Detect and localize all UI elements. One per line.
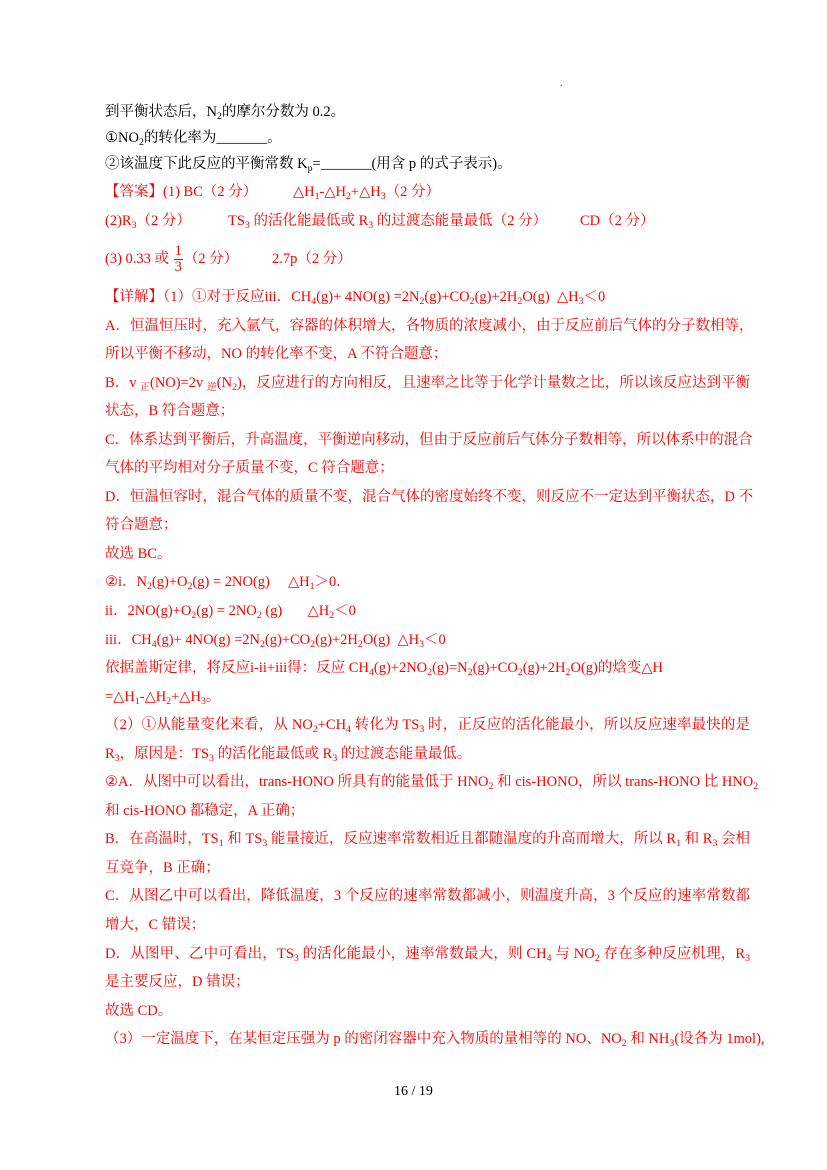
text-run: =_______(用含 p 的式子表示)。 bbox=[312, 156, 512, 172]
subscript: 2 bbox=[312, 724, 318, 736]
text-run: (g)=N bbox=[432, 660, 468, 677]
text-run: +CH bbox=[317, 717, 347, 734]
subscript: 3 bbox=[131, 219, 137, 231]
text-run: 转化为 TS bbox=[350, 717, 420, 734]
text-run: (g)+O bbox=[151, 574, 188, 591]
detail-line bbox=[105, 825, 750, 854]
text-run: 的活化能最低或 R bbox=[249, 213, 369, 229]
text-run: D．从图甲、乙中可看出，TS bbox=[105, 945, 294, 962]
subscript: 2 bbox=[427, 667, 433, 679]
detail-line bbox=[105, 568, 805, 597]
text-run: -△H bbox=[139, 688, 167, 705]
detail-line: C．体系达到平衡后，升高温度，平衡逆向移动，但由于反应前后气体分子数相等，所以体系中的混合 bbox=[105, 431, 753, 448]
text-run: （2 分） bbox=[183, 251, 239, 267]
text-run: 2.7p（2 分） bbox=[272, 251, 352, 267]
answer-block bbox=[105, 178, 805, 282]
fraction bbox=[174, 244, 183, 275]
subscript: 3 bbox=[419, 638, 424, 650]
subscript: 4 bbox=[346, 724, 351, 736]
subscript: 2 bbox=[488, 781, 494, 793]
subscript: 2 bbox=[191, 609, 197, 621]
text-run: 【详解】（1）①对于反应iii．CH bbox=[105, 289, 312, 305]
text-run: ＜0 bbox=[334, 603, 356, 620]
text-run: TS bbox=[228, 213, 245, 229]
subscript: 4 bbox=[311, 295, 317, 307]
detail-line: 状态，B 符合题意； bbox=[105, 403, 235, 420]
subscript: 2 bbox=[232, 381, 238, 393]
subscript: 3 bbox=[669, 1038, 675, 1050]
text-run: B．v bbox=[105, 374, 141, 391]
subscript: 2 bbox=[594, 952, 600, 964]
page-number: 16 / 19 bbox=[394, 1084, 433, 1099]
text-run: 到平衡状态后，N bbox=[105, 104, 217, 120]
text-run: (3) 0.33 或 bbox=[105, 251, 173, 267]
detail-line bbox=[105, 711, 750, 740]
text-run: (g)+CO bbox=[264, 631, 311, 648]
text-run: )，反应进行的方向相反，且速率之比等于化学计量数之比，所以该反应达到平衡 bbox=[237, 374, 750, 391]
text-run: (N bbox=[216, 374, 233, 391]
text-run: -△H bbox=[319, 184, 346, 200]
text-run: 和 TS bbox=[223, 831, 263, 848]
subscript: 3 bbox=[368, 219, 374, 231]
subscript: 2 bbox=[260, 638, 265, 650]
text-run: 的过渡态能量最低（2 分） bbox=[373, 213, 548, 229]
text-run: 和 R bbox=[680, 831, 713, 848]
subscript: 3 bbox=[200, 695, 206, 707]
subscript: 2 bbox=[346, 190, 351, 202]
question-line bbox=[105, 125, 805, 151]
text-run: 和 NH bbox=[626, 1031, 670, 1048]
text-run: CD（2 分） bbox=[580, 213, 655, 229]
text-run: O(g)的焓变△H bbox=[570, 660, 663, 677]
detail-block bbox=[105, 283, 805, 1054]
answer-column bbox=[105, 178, 293, 207]
text-run: O(g) △H bbox=[522, 289, 579, 305]
text-run: (g)+CO bbox=[472, 660, 518, 677]
detail-line: 故选 BC。 bbox=[105, 545, 172, 562]
text-run: 能量接近，反应速率常数相近且都随温度的升高而增大，所以 R bbox=[267, 831, 677, 848]
text-run: ＜0 bbox=[424, 631, 446, 648]
text-run: 与 NO bbox=[551, 945, 595, 962]
text-run: 存在多种反应机理，R bbox=[599, 945, 746, 962]
answer-column bbox=[105, 207, 228, 236]
detail-line: 所以平衡不移动，NO 的转化率不变，A 不符合题意； bbox=[105, 346, 448, 363]
text-run: (g)+ 4NO(g) =2N bbox=[156, 631, 260, 648]
subscript: 3 bbox=[419, 724, 425, 736]
text-run: +△H bbox=[350, 184, 381, 200]
subscript: 3 bbox=[578, 295, 584, 307]
subscript: 2 bbox=[187, 581, 193, 593]
text-run: (设各为 1mol), bbox=[674, 1031, 765, 1048]
detail-line bbox=[105, 683, 805, 712]
text-run: 会相 bbox=[717, 831, 751, 848]
detail-line: 互竞争，B 正确； bbox=[105, 859, 220, 876]
detail-line: 故选 CD。 bbox=[105, 1002, 173, 1019]
subscript: 1 bbox=[134, 695, 140, 707]
detail-line: 和 cis-HONO 都稳定，A 正确； bbox=[105, 802, 305, 819]
subscript: 3 bbox=[244, 219, 250, 231]
question-line bbox=[105, 99, 805, 125]
text-run: (g) = 2NO(g) △H bbox=[192, 574, 310, 591]
subscript: 2 bbox=[329, 609, 335, 621]
text-run: ＞0． bbox=[314, 574, 351, 591]
text-run: 的摩尔分数为 0.2。 bbox=[221, 104, 346, 120]
detail-line: C．从图乙中可以看出，降低温度，3 个反应的速率常数都减小，则温度升高，3 个反应的速率常数都 bbox=[105, 888, 750, 905]
fraction-numerator: 1 bbox=[174, 243, 182, 260]
text-run: 【答案】(1) BC（2 分） bbox=[105, 184, 258, 200]
text-run: 时，正反应的活化能最小，所以反应速率最快的是 bbox=[424, 717, 751, 734]
subscript: 2 bbox=[517, 295, 523, 307]
subscript: 2 bbox=[310, 638, 316, 650]
subscript: 2 bbox=[256, 609, 262, 621]
subscript: 1 bbox=[309, 581, 315, 593]
text-run: ②该温度下此反应的平衡常数 K bbox=[105, 156, 308, 172]
text-run: 的过渡态能量最低。 bbox=[337, 745, 472, 762]
fraction-denominator: 3 bbox=[174, 259, 182, 276]
detail-line: D．恒温恒容时，混合气体的质量不变，混合气体的密度始终不变，则反应不一定达到平衡状态，D 不 bbox=[105, 488, 754, 505]
detail-line bbox=[105, 1025, 765, 1054]
text-run: (2)R bbox=[105, 213, 132, 229]
detail-line: 符合题意； bbox=[105, 517, 178, 534]
text-run: 和 cis-HONO，所以 trans-HONO 比 HNO bbox=[493, 774, 754, 791]
text-run: B．在高温时，TS bbox=[105, 831, 219, 848]
subscript: 3 bbox=[380, 190, 386, 202]
detail-line bbox=[105, 597, 805, 626]
text-run: （2 分） bbox=[136, 213, 191, 229]
answer-line bbox=[105, 178, 805, 207]
subscript: 2 bbox=[216, 110, 222, 122]
subscript: 2 bbox=[467, 667, 473, 679]
detail-line bbox=[105, 768, 759, 797]
subscript: 3 bbox=[332, 752, 338, 764]
text-run: +△H bbox=[171, 688, 201, 705]
subscript: 4 bbox=[546, 952, 552, 964]
text-run: iii．CH bbox=[105, 631, 152, 648]
detail-line bbox=[105, 940, 750, 969]
detail-line: A．恒温恒压时，充入氩气，容器的体积增大，各物质的浓度减小，由于反应前后气体的分子数相等， bbox=[105, 317, 754, 334]
answer-line bbox=[105, 207, 805, 236]
answer-column bbox=[228, 207, 580, 236]
detail-line bbox=[105, 654, 805, 683]
text-run: ii．2NO(g)+O bbox=[105, 603, 192, 620]
text-run: ①NO bbox=[105, 130, 139, 146]
subscript: 1 bbox=[218, 838, 224, 850]
subscript: p bbox=[307, 162, 313, 174]
text-run: (g)+2NO bbox=[373, 660, 428, 677]
subscript: 2 bbox=[565, 667, 571, 679]
subscript: 2 bbox=[419, 295, 425, 307]
text-run: (g)+2H bbox=[522, 660, 566, 677]
text-run: ②A．从图中可以看出，trans-HONO 所具有的能量低于 HNO bbox=[105, 774, 489, 791]
text-run: (NO)=2v bbox=[149, 374, 207, 391]
subscript: 1 bbox=[676, 838, 681, 850]
text-run: (g)+CO bbox=[424, 289, 470, 305]
header-mark: . bbox=[560, 77, 563, 89]
subscript: 2 bbox=[147, 581, 152, 593]
subscript: 4 bbox=[368, 667, 374, 679]
subscript: 3 bbox=[293, 952, 299, 964]
text-run: (g) = 2NO bbox=[196, 603, 257, 620]
text-run: 的活化能最小，速率常数最大，则 CH bbox=[298, 945, 547, 962]
subscript: 2 bbox=[469, 295, 475, 307]
subscript: 2 bbox=[138, 136, 144, 148]
subscript: 3 bbox=[712, 838, 718, 850]
detail-line bbox=[105, 626, 805, 655]
text-run: ，原因是：TS bbox=[119, 745, 210, 762]
detail-line: 是主要反应，D 错误； bbox=[105, 974, 250, 991]
detail-line: 气体的平均相对分子质量不变，C 符合题意； bbox=[105, 460, 394, 477]
subscript: 2 bbox=[166, 695, 172, 707]
answer-column bbox=[580, 207, 655, 236]
subscript: 3 bbox=[262, 838, 268, 850]
detail-line bbox=[105, 283, 805, 312]
subscript: 3 bbox=[114, 752, 120, 764]
question-line bbox=[105, 151, 805, 177]
text-run: ＜0 bbox=[583, 289, 606, 305]
text-run: =△H bbox=[105, 688, 135, 705]
text-run: (g) △H bbox=[261, 603, 330, 620]
answer-line bbox=[105, 236, 805, 282]
text-run: （2 分） bbox=[385, 184, 441, 200]
subscript: 1 bbox=[314, 190, 320, 202]
text-run: R bbox=[105, 745, 115, 762]
subscript: 4 bbox=[151, 638, 157, 650]
subscript: 3 bbox=[745, 952, 750, 964]
detail-line bbox=[105, 740, 805, 769]
question-block bbox=[105, 99, 805, 177]
subscript: 逆 bbox=[206, 381, 217, 393]
text-run: 依据盖斯定律，将反应i-ii+iii得：反应 CH bbox=[105, 660, 369, 677]
text-run: 的活化能最低或 R bbox=[213, 745, 333, 762]
answer-column bbox=[105, 236, 272, 282]
detail-line: 增大，C 错误； bbox=[105, 917, 206, 934]
text-run: ②i．N bbox=[105, 574, 147, 591]
text-run: (g)+ 4NO(g) =2N bbox=[316, 289, 420, 305]
text-run: （2）①从能量变化来看，从 NO bbox=[105, 717, 313, 734]
text-run: △H bbox=[293, 184, 315, 200]
text-run: (g)+2H bbox=[315, 631, 358, 648]
text-run: （3）一定温度下，在某恒定压强为 p 的密闭容器中充入物质的量相等的 NO、NO bbox=[105, 1031, 622, 1048]
text-run: O(g) △H bbox=[362, 631, 420, 648]
subscript: 2 bbox=[621, 1038, 627, 1050]
answer-column bbox=[272, 236, 352, 282]
subscript: 2 bbox=[517, 667, 523, 679]
subscript: 3 bbox=[209, 752, 214, 764]
text-run: 的转化率为_______。 bbox=[143, 130, 282, 146]
text-run: (g)+2H bbox=[474, 289, 518, 305]
detail-line bbox=[105, 369, 750, 398]
subscript: 正 bbox=[140, 381, 150, 393]
subscript: 2 bbox=[357, 638, 363, 650]
answer-column bbox=[293, 178, 440, 207]
text-run: 。 bbox=[205, 688, 221, 705]
subscript: 2 bbox=[753, 781, 759, 793]
